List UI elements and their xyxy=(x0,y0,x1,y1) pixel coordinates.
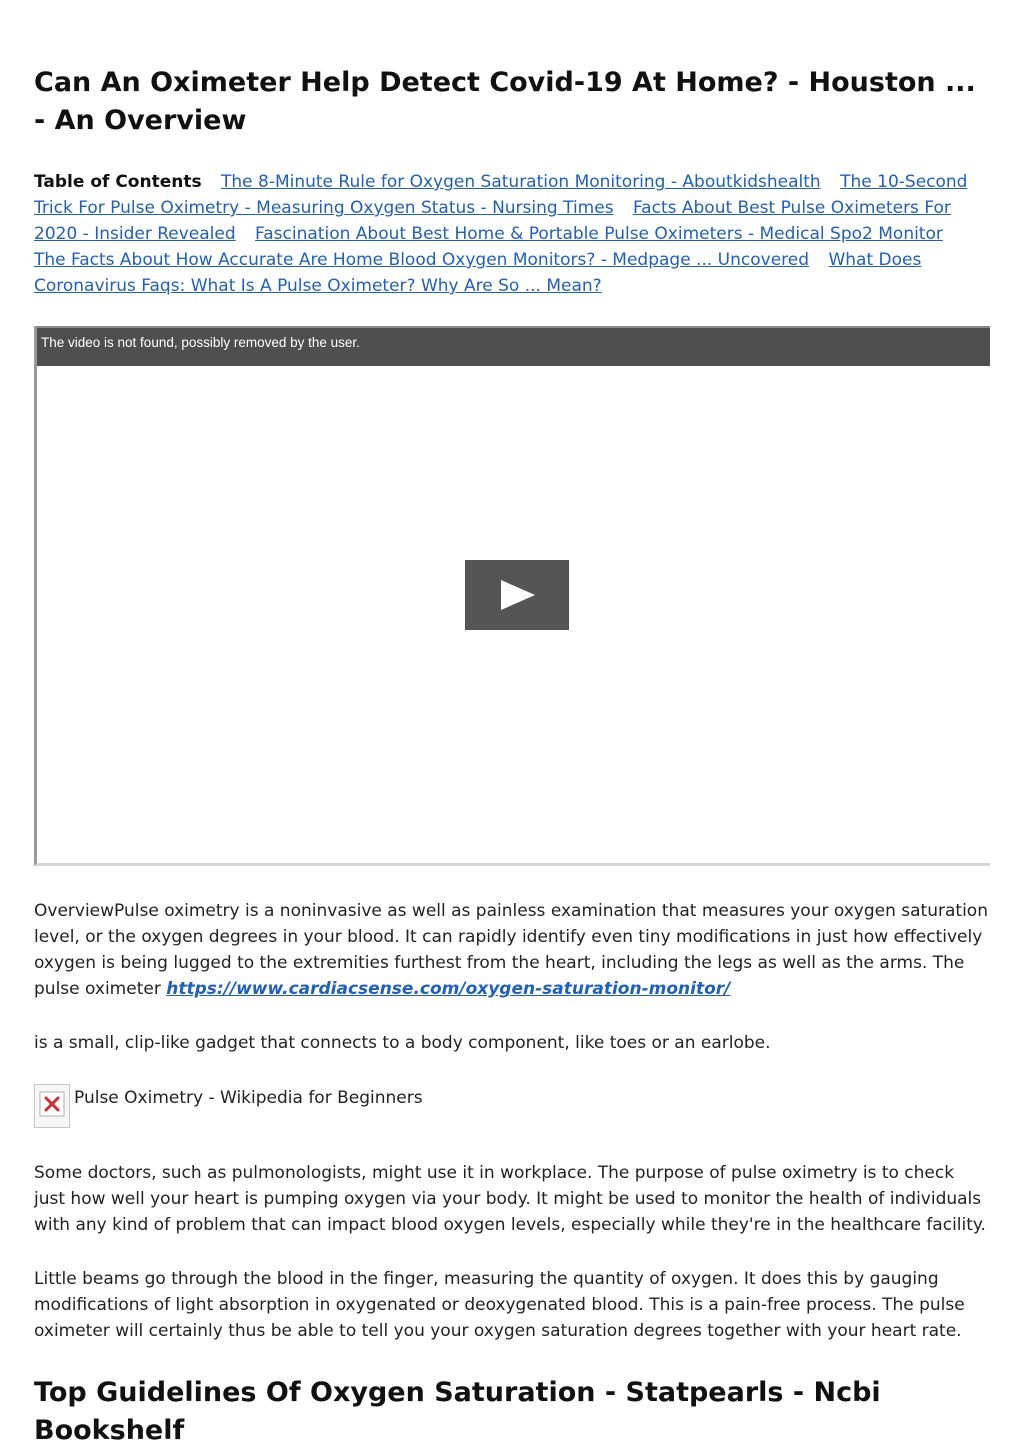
image-row xyxy=(34,1084,990,1130)
play-button[interactable] xyxy=(465,560,569,630)
page-title: Can An Oximeter Help Detect Covid-19 At Home? - Houston ... - An Overview xyxy=(34,67,976,136)
paragraph-overview xyxy=(34,898,990,1002)
broken-image-icon xyxy=(34,1084,70,1128)
play-icon xyxy=(465,560,569,630)
video-title-bar xyxy=(37,326,990,366)
image-caption: Pulse Oximetry - Wikipedia for Beginners xyxy=(74,1088,423,1108)
video-player[interactable] xyxy=(34,326,990,866)
table-of-contents xyxy=(34,169,990,299)
toc-link[interactable]: Fascination About Best Home & Portable Pulse Oximeters - Medical Spo2 Monitor xyxy=(255,224,943,244)
oxygen-monitor-link[interactable]: https://www.cardiacsense.com/oxygen-saturation-monitor/ xyxy=(166,979,731,999)
video-error-message: The video is not found, possibly removed by the user. xyxy=(41,335,360,350)
toc-link[interactable]: Facts About Best Pulse Oximeters For 2020 - Insider Revealed xyxy=(34,198,951,244)
toc-link[interactable]: The Facts About How Accurate Are Home Blood Oxygen Monitors? - Medpage ... Uncovered xyxy=(34,250,810,270)
toc-link[interactable]: The 10-Second Trick For Pulse Oximetry - Measuring Oxygen Status - Nursing Times xyxy=(34,172,968,218)
toc-label: Table of Contents xyxy=(34,172,202,192)
toc-link[interactable]: The 8-Minute Rule for Oxygen Saturation Monitoring - Aboutkidshealth xyxy=(220,172,821,192)
toc-link[interactable]: What Does Coronavirus Faqs: What Is A Pulse Oximeter? Why Are So ... Mean? xyxy=(34,250,922,296)
section-heading: Top Guidelines Of Oxygen Saturation - Statpearls - Ncbi Bookshelf xyxy=(34,1377,881,1446)
paragraph-gadget: is a small, clip-like gadget that connects to a body component, like toes or an earlobe. xyxy=(34,1033,771,1053)
paragraph-text: OverviewPulse oximetry is a noninvasive as well as painless examination that measures your oxygen saturation level, or the oxygen degrees in your blood. It can rapidly identify even tiny modifications in just how effectively oxygen is being lugged to the extremities furthest from the heart, including the legs as well as the arms. The pulse oximeter xyxy=(34,901,988,999)
paragraph-light-beams: Little beams go through the blood in the finger, measuring the quantity of oxygen. It does this by gauging modifications of light absorption in oxygenated or deoxygenated blood. This is a pain-free process. The pulse oximeter will certainly thus be able to tell you your oxygen saturation degrees together with your heart rate. xyxy=(34,1269,965,1341)
paragraph-doctors: Some doctors, such as pulmonologists, might use it in workplace. The purpose of pulse oximetry is to check just how well your heart is pumping oxygen via your body. It might be used to monitor the health of individuals with any kind of problem that can impact blood oxygen levels, especially while they're in the healthcare facility. xyxy=(34,1163,986,1235)
